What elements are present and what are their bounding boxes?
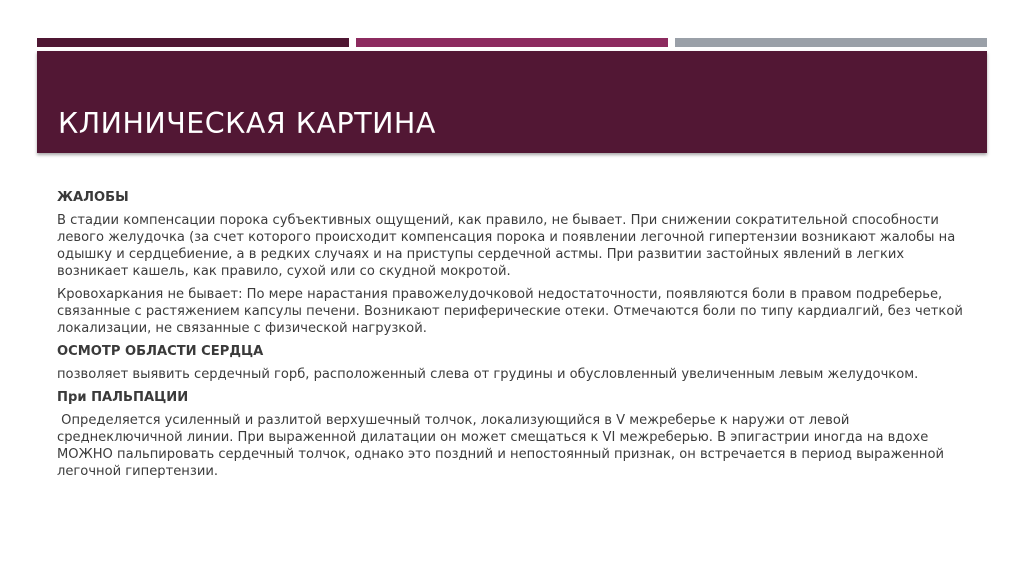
section-heading-palpation: При ПАЛЬПАЦИИ	[57, 390, 189, 405]
title-band	[37, 51, 987, 153]
paragraph-complaints: В стадии компенсации порока субъективных ощущений, как правило, не бывает. При снижении сократительной способности левого желудочка (за счет которого происходит компенсация порока и появлении легочной гипертензии возникают жалобы на одышку и сердцебиение, а в редких случаях и на приступы сердечной астмы. При развитии застойных явлений в легких возникает кашель, как правило, сухой или со скудной мокротой.	[57, 213, 956, 279]
section-heading-inspection: ОСМОТР ОБЛАСТИ СЕРДЦА	[57, 344, 264, 359]
accent-bar-dark	[37, 38, 349, 47]
paragraph-inspection: позволяет выявить сердечный горб, расположенный слева от грудины и обусловленный увеличенным левым желудочком.	[57, 367, 919, 382]
section-heading-complaints: ЖАЛОБЫ	[57, 190, 129, 205]
paragraph-hemoptysis: Кровохаркания не бывает: По мере нарастания правожелудочковой недостаточности, появляются боли в правом подреберье, связанные с растяжением капсулы печени. Возникают периферические отеки. Отмечаются боли по типу кардиалгий, без четкой локализации, не связанные с физической нагрузкой.	[57, 287, 963, 336]
slide-content	[57, 189, 972, 486]
accent-bar-magenta	[356, 38, 668, 47]
accent-bar-gray	[675, 38, 987, 47]
slide-title: КЛИНИЧЕСКАЯ КАРТИНА	[58, 107, 436, 140]
paragraph-palpation: Определяется усиленный и разлитой верхушечный толчок, локализующийся в V межреберье к наружи от левой среднеключичной линии. При выраженной дилатации он может смещаться к VI межреберью. В эпигастрии иногда на вдохе МОЖНО пальпировать сердечный толчок, однако это поздний и непостоянный признак, он встречается в период выраженной легочной гипертензии.	[57, 413, 949, 479]
